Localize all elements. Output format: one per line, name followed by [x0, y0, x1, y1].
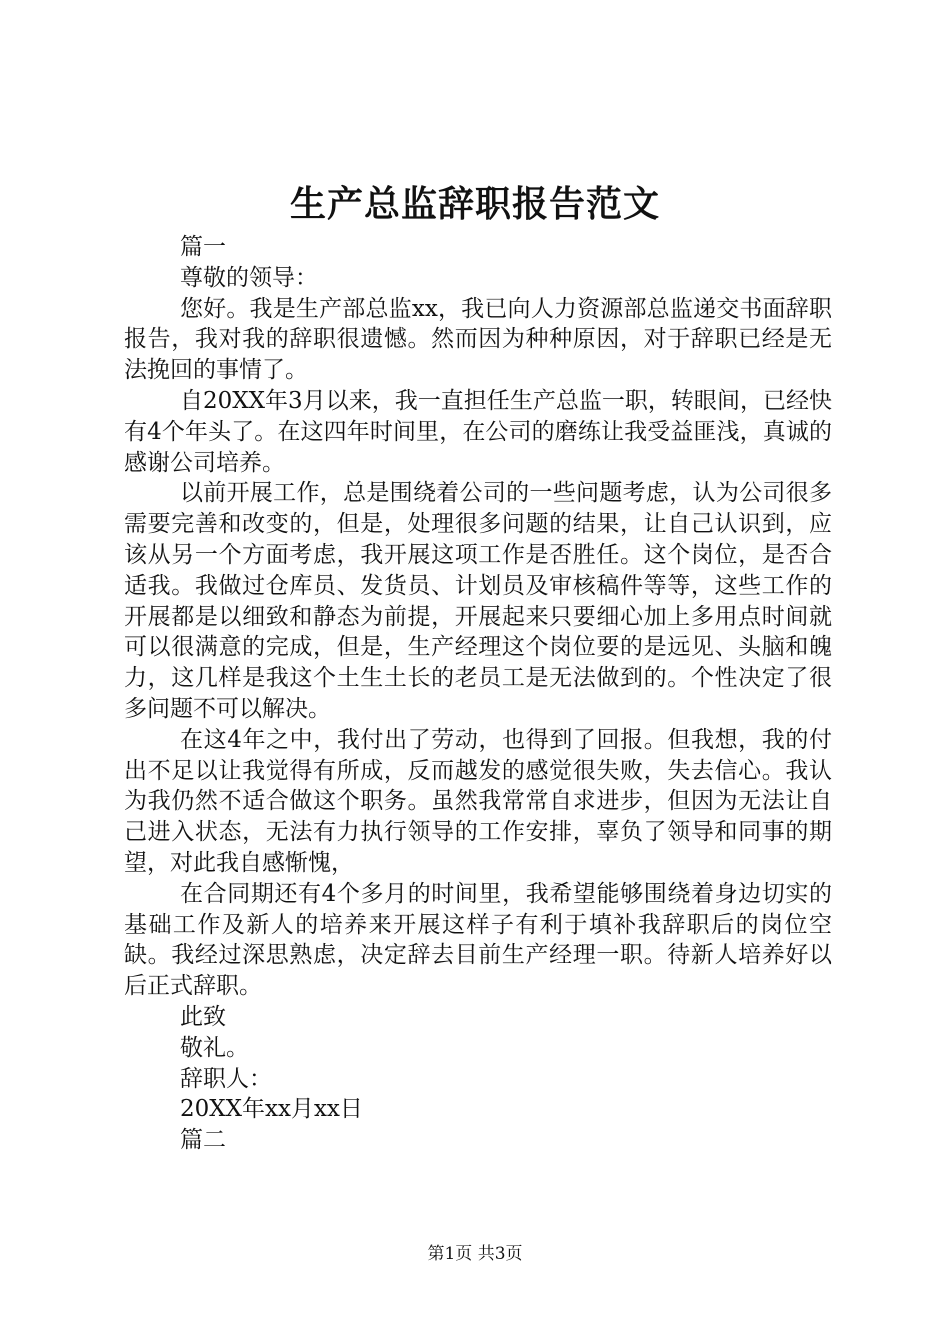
- closing-line: 敬礼。: [180, 1034, 249, 1061]
- paragraph: 在这4年之中，我付出了劳动，也得到了回报。但我想，我的付出不足以让我觉得有所成，反而越发的感觉很失败，失去信心。我认为我仍然不适合做这个职务。虽然我常常自求进步，但因为无法让自己进入状态，无法有力执行领导的工作安排，辜负了领导和同事的期望，对此我自感惭愧，: [124, 726, 832, 876]
- page-footer: 第1页 共3页: [427, 1244, 523, 1264]
- paragraph: 在合同期还有4个多月的时间里，我希望能够围绕着身边切实的基础工作及新人的培养来开展这样子有利于填补我辞职后的岗位空缺。我经过深思熟虑，决定辞去目前生产经理一职。待新人培养好以后正式辞职。: [124, 880, 832, 1000]
- document-title: 生产总监辞职报告范文: [289, 183, 660, 225]
- paragraph: 您好。我是生产部总监xx，我已向人力资源部总监递交书面辞职报告，我对我的辞职很遗憾。然而因为种种原因，对于辞职已经是无法挽回的事情了。: [124, 295, 832, 384]
- paragraph: 自20XX年3月以来，我一直担任生产总监一职，转眼间，已经快有4个年头了。在这四年时间里，在公司的磨练让我受益匪浅，真诚的感谢公司培养。: [124, 387, 832, 476]
- date-line: 20XX年xx月xx日: [180, 1096, 363, 1123]
- salutation: 尊敬的领导：: [180, 264, 318, 291]
- paragraph: 以前开展工作，总是围绕着公司的一些问题考虑，认为公司很多需要完善和改变的，但是，处理很多问题的结果，让自己认识到，应该从另一个方面考虑，我开展这项工作是否胜任。这个岗位，是否合适我。我做过仓库员、发货员、计划员及审核稿件等等，这些工作的开展都是以细致和静态为前提，开展起来只要细心加上多用点时间就可以很满意的完成，但是，生产经理这个岗位要的是远见、头脑和魄力，这几样是我这个土生土长的老员工是无法做到的。个性决定了很多问题不可以解决。: [124, 480, 832, 722]
- section-label: 篇一: [180, 234, 226, 260]
- signer-label: 辞职人：: [180, 1065, 272, 1092]
- document-body: [124, 232, 832, 1156]
- closing-line: 此致: [180, 1003, 226, 1030]
- section-label: 篇二: [180, 1127, 226, 1154]
